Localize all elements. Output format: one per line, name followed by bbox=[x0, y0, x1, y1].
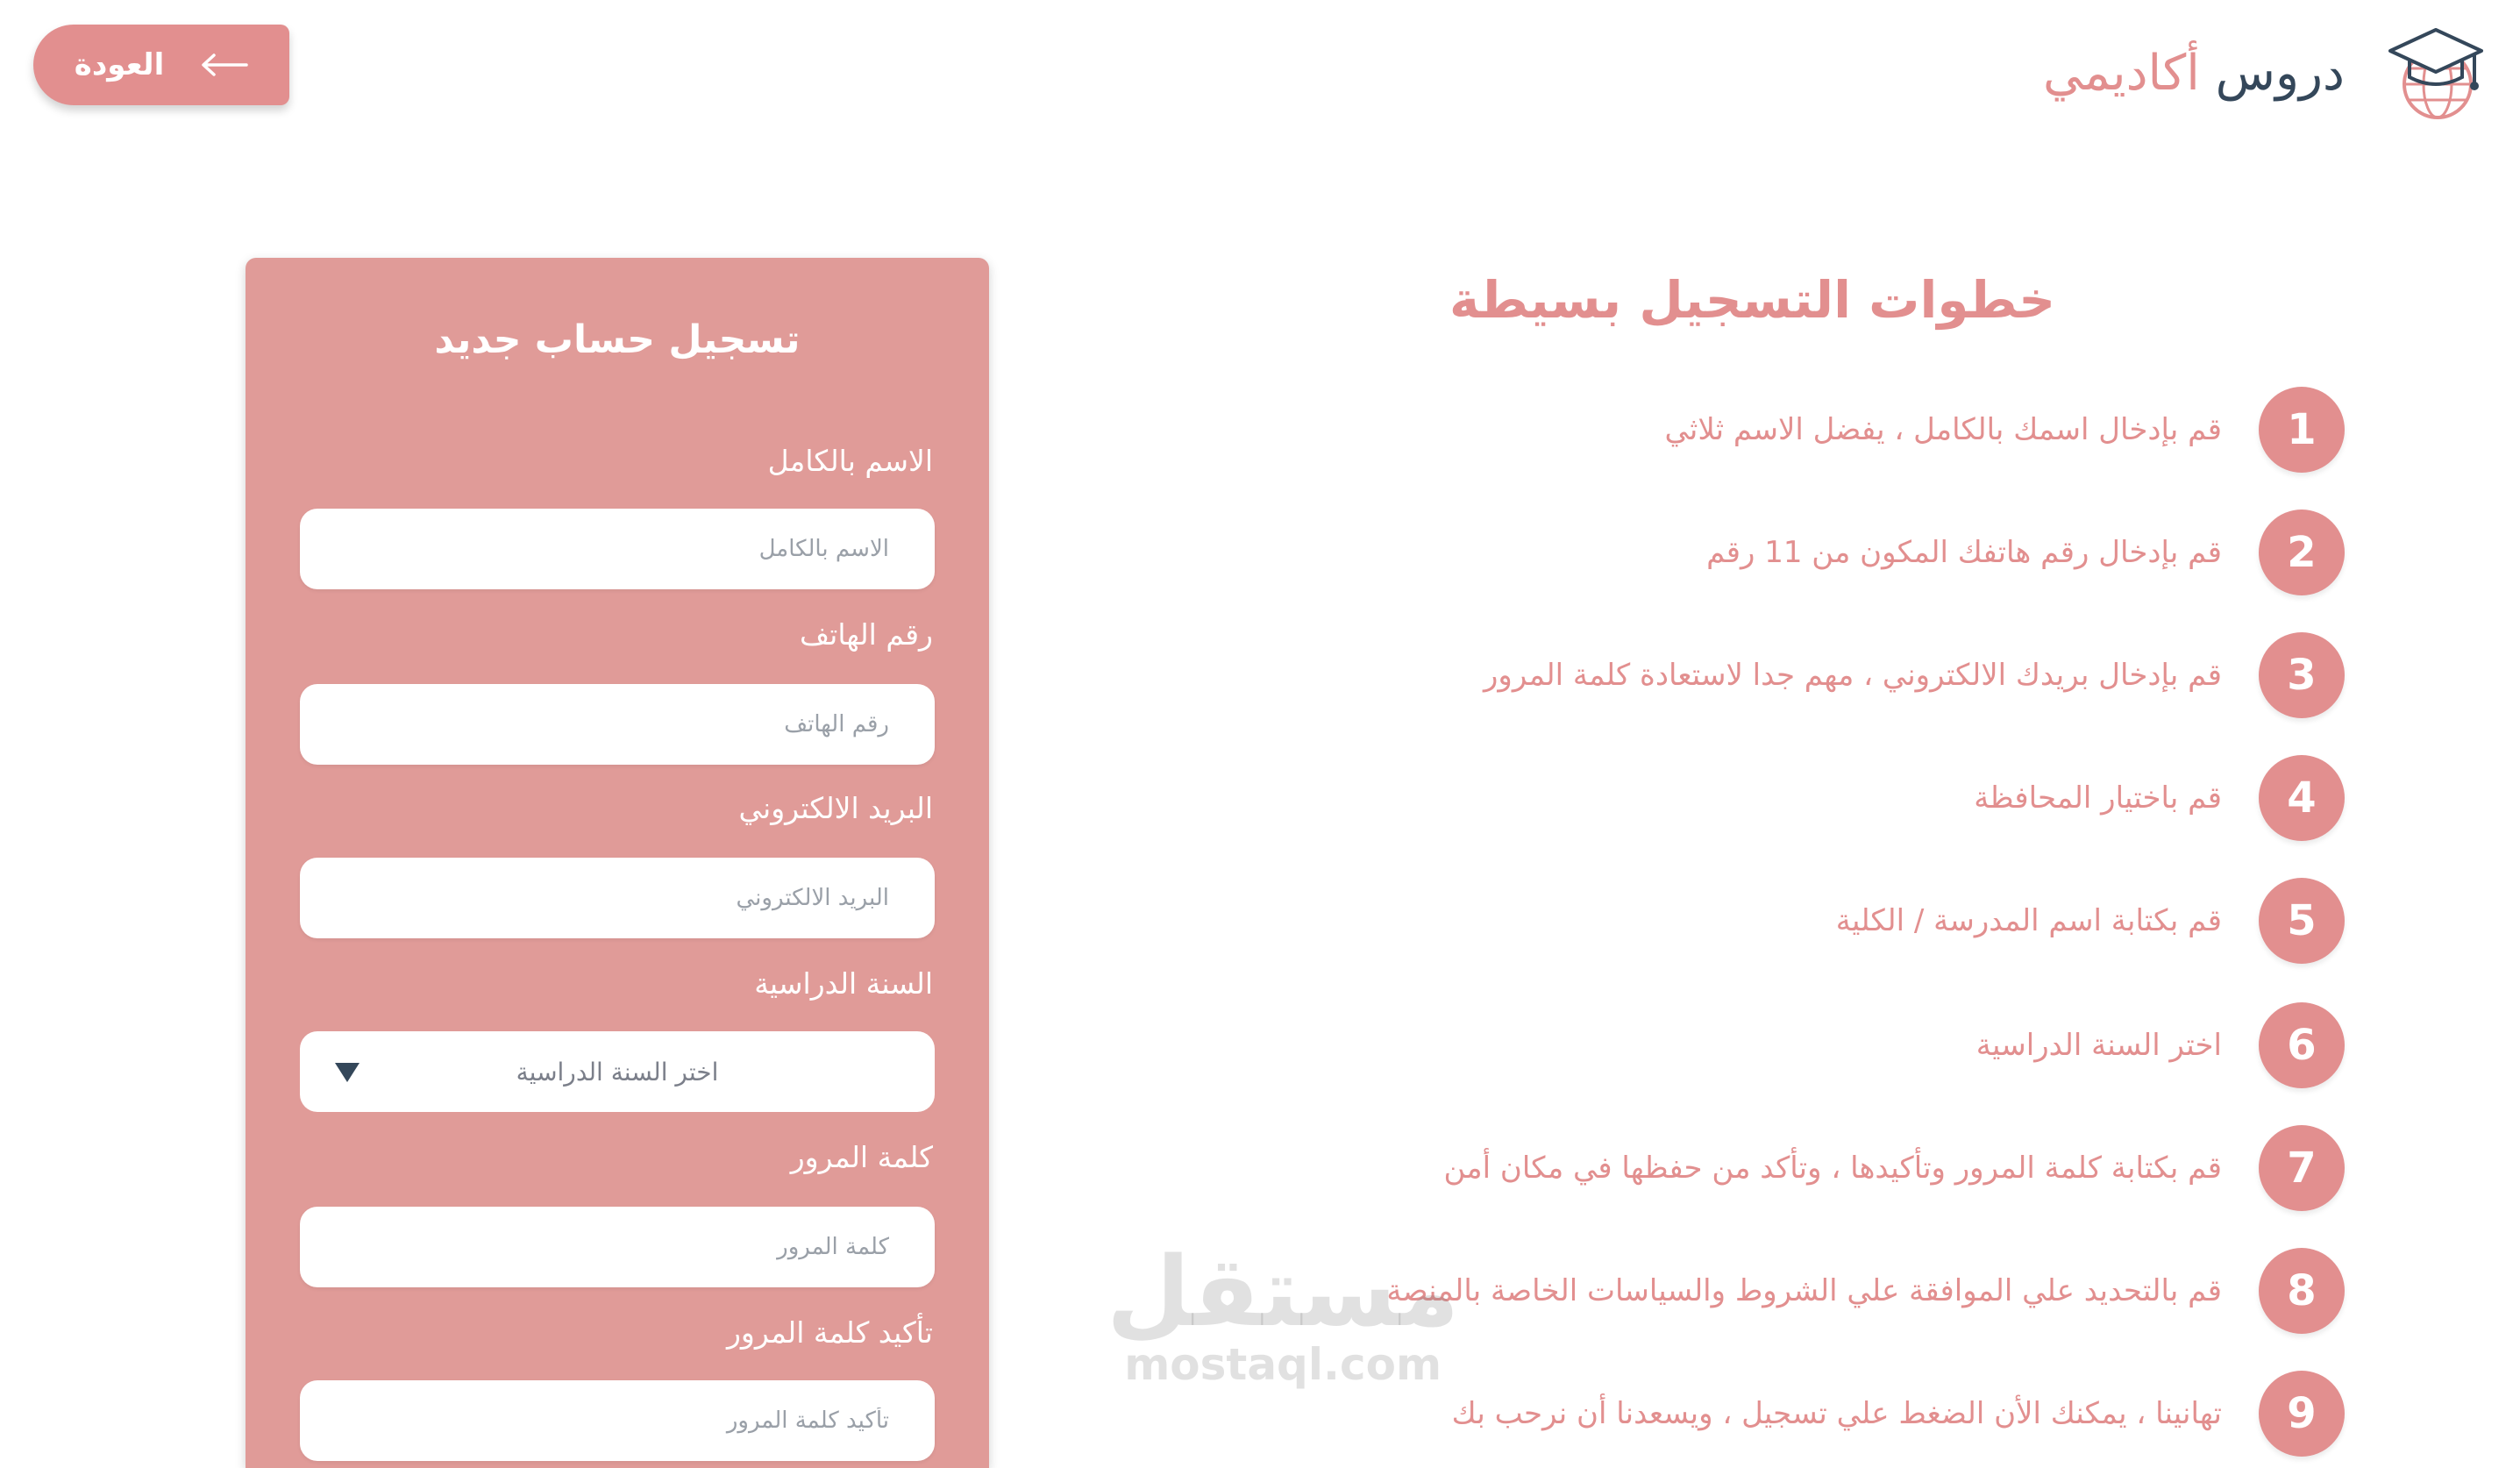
brand-name[interactable] bbox=[2043, 39, 2345, 109]
step-text: قم بإدخال اسمك بالكامل ، يفضل الاسم ثلاثي bbox=[1664, 412, 2222, 447]
step-text: قم بإدخال رقم هاتفك المكون من 11 رقم bbox=[1706, 535, 2222, 570]
form-title: تسجيل حساب جديد bbox=[434, 317, 801, 362]
watermark-url: mostaql.com bbox=[1124, 1339, 1442, 1390]
step-item bbox=[1386, 1247, 2345, 1335]
study-year-selected-value: اختر السنة الدراسية bbox=[516, 1057, 719, 1087]
step-item bbox=[1976, 1001, 2345, 1089]
email-input[interactable] bbox=[300, 858, 935, 938]
step-item bbox=[1665, 386, 2345, 474]
brand-name-part1: دروس bbox=[2215, 45, 2345, 102]
steps-title: خطوات التسجيل بسيطة bbox=[1449, 270, 2055, 330]
password-input[interactable] bbox=[300, 1207, 935, 1287]
phone-input[interactable] bbox=[300, 684, 935, 765]
step-item bbox=[1836, 877, 2345, 965]
step-text: قم بكتابة اسم المدرسة / الكلية bbox=[1835, 903, 2222, 938]
caret-down-icon bbox=[335, 1063, 359, 1082]
step-item bbox=[1484, 631, 2345, 719]
step-text: قم بإدخال بريدك الالكتروني ، مهم جدا لاستعادة كلمة المرور bbox=[1484, 658, 2222, 693]
step-item bbox=[1444, 1124, 2345, 1212]
step-number-badge: 1 bbox=[2259, 387, 2345, 473]
step-item bbox=[1974, 754, 2345, 842]
confirm-password-input[interactable] bbox=[300, 1380, 935, 1461]
back-button-label: العودة bbox=[74, 47, 165, 82]
graduation-cap-globe-icon bbox=[2383, 25, 2488, 130]
fullname-label: الاسم بالكامل bbox=[767, 444, 933, 478]
step-item bbox=[1706, 509, 2345, 596]
study-year-label: السنة الدراسية bbox=[754, 966, 933, 1001]
step-number-badge: 3 bbox=[2259, 632, 2345, 718]
step-text: اختر السنة الدراسية bbox=[1975, 1028, 2222, 1063]
step-text: قم بالتحديد علي الموافقة علي الشروط والسياسات الخاصة بالمنصة bbox=[1386, 1273, 2222, 1308]
watermark-arabic: مستقل bbox=[1107, 1236, 1460, 1348]
step-number-badge: 9 bbox=[2259, 1371, 2345, 1457]
brand-name-part2: أكاديمي bbox=[2042, 45, 2200, 102]
step-item bbox=[1452, 1370, 2345, 1457]
registration-form bbox=[246, 258, 989, 1468]
step-number-badge: 8 bbox=[2259, 1248, 2345, 1334]
phone-label: رقم الهاتف bbox=[800, 617, 933, 652]
step-text: تهانينا ، يمكنك الأن الضغط علي تسجيل ، ويسعدنا أن نرحب بك bbox=[1451, 1396, 2222, 1431]
step-text: قم بكتابة كلمة المرور وتأكيدها ، وتأكد من حفظها في مكان أمن bbox=[1443, 1151, 2222, 1186]
step-number-badge: 4 bbox=[2259, 755, 2345, 841]
step-number-badge: 6 bbox=[2259, 1002, 2345, 1088]
step-number-badge: 2 bbox=[2259, 510, 2345, 595]
email-label: البريد الالكتروني bbox=[738, 791, 933, 825]
arrow-left-icon bbox=[201, 53, 248, 76]
step-number-badge: 7 bbox=[2259, 1125, 2345, 1211]
step-text: قم باختيار المحافظة bbox=[1974, 780, 2222, 816]
back-button[interactable] bbox=[33, 25, 289, 105]
confirm-password-label: تأكيد كلمة المرور bbox=[727, 1315, 933, 1350]
study-year-select[interactable] bbox=[300, 1031, 935, 1112]
password-label: كلمة المرور bbox=[790, 1140, 933, 1174]
fullname-input[interactable] bbox=[300, 509, 935, 589]
step-number-badge: 5 bbox=[2259, 878, 2345, 964]
